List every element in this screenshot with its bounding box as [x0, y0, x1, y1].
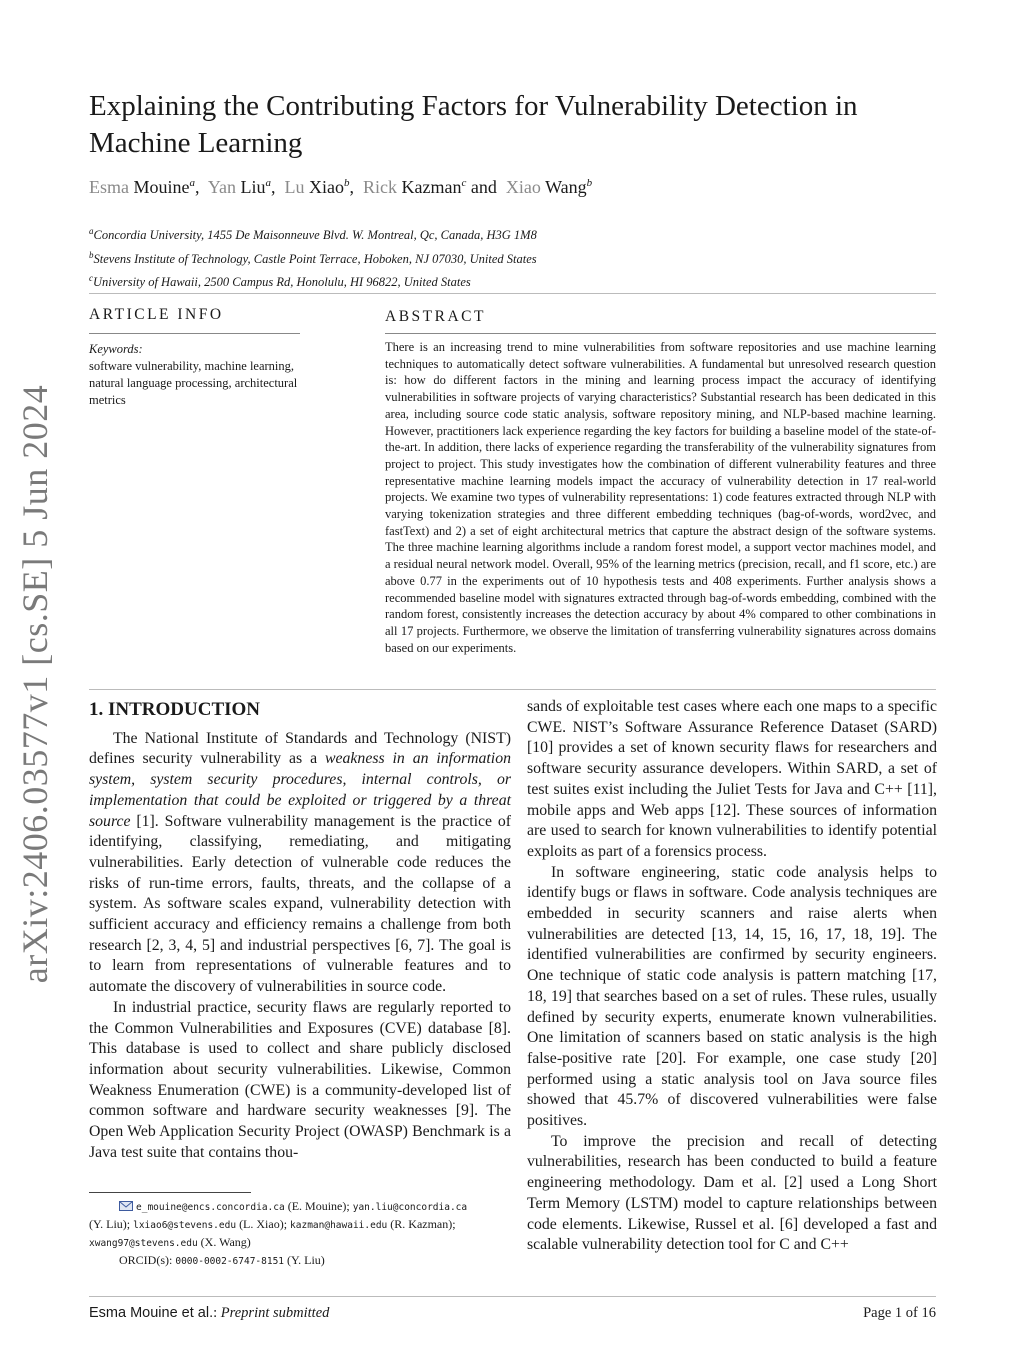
divider — [89, 1296, 936, 1297]
footnotes: e_mouine@encs.concordia.ca (E. Mouine); yan.liu@concordia.ca (Y. Liu); lxiao6@stevens.edu (L. Xiao); kazman@hawaii.edu (R. Kazman); xwang97@stevens.edu (X. Wang) ORCID(s): 0000-0002-6747-8151 (Y. Liu) — [89, 1199, 468, 1267]
divider — [89, 333, 300, 334]
author: Esma Mouine$^a$ — [89, 177, 195, 197]
affiliation: $^b$Stevens Institute of Technology, Castle Point Terrace, Hoboken, NJ 07030, United States — [89, 249, 537, 266]
paper-title: Explaining the Contributing Factors for Vulnerability Detection in Machine Learning — [89, 90, 858, 159]
paragraph: The National Institute of Standards and Technology (NIST) defines security vulnerability as a weakness in an information system, system security procedures, internal controls, or implementation that could be exploited or triggered by a threat source [1]. Software vulnerability management is the practice of identifying, classifying, remediating, and mitigating vulnerabilities. Early detection of vulnerable code reduces the risks of run-time errors, faults, threats, and the collapse of a system. As software scales expand, vulnerability detection with sufficient accuracy and efficiency remains a challenge from both research [2, 3, 4, 5] and industrial perspectives [6, 7]. The goal is to learn from representations of vulnerable features and to automate the discovery of vulnerabilities in source code. — [89, 729, 511, 996]
article-info-heading: ARTICLE INFO — [89, 306, 224, 323]
author: Rick Kazman$^c$ — [363, 177, 467, 197]
author-list: Esma Mouine$^a$, Yan Liu$^a$, Lu Xiao$^b$, Rick Kazman$^c$ and Xiao Wang$^b$ — [89, 177, 593, 197]
body-column-right — [527, 697, 937, 1256]
paragraph: In software engineering, static code analysis helps to identify bugs or flaws in software. Code analysis techniques are embedded in security scanners and raise alerts when vulnerabilities are detected [13, 14, 15, 16, 17, 18, 19]. The identified vulnerabilities are confirmed by security engineers. One technique of static code analysis is pattern matching [17, 18, 19] that searches based on a set of rules. These rules, usually defined by security experts, enumerate known vulnerabilities. One limitation of scanners based on static analysis is the high false-positive rate [20]. For example, one case study [20] performed using a static analysis tool on Java source files showed that 45.7% of discovered vulnerabilities were false positives. — [527, 863, 937, 1130]
email-icon — [119, 1201, 133, 1211]
email-link[interactable]: lxiao6@stevens.edu — [133, 1220, 237, 1231]
keywords-label: Keywords: — [89, 342, 143, 356]
email-link[interactable]: e_mouine@encs.concordia.ca — [136, 1202, 285, 1213]
email-link[interactable]: yan.liu@concordia.ca — [352, 1202, 468, 1213]
divider — [89, 293, 936, 294]
author: Yan Liu$^a$ — [207, 177, 272, 197]
keywords-text: software vulnerability, machine learning, natural language processing, architectural metrics — [89, 359, 298, 407]
affiliation: $^c$University of Hawaii, 2500 Campus Rd, Honolulu, HI 96822, United States — [89, 273, 471, 290]
page-number: Page 1 of 16 — [863, 1305, 936, 1321]
affiliation: $^a$Concordia University, 1455 De Maisonneuve Blvd. W. Montreal, Qc, Canada, H3G 1M8 — [89, 226, 537, 243]
body-column-left — [89, 700, 511, 1163]
abstract-heading: ABSTRACT — [385, 308, 486, 325]
paragraph: To improve the precision and recall of detecting vulnerabilities, research has been conducted to build a feature engineering methodology. Dam et al. [2] used a Long Short Term Memory (LSTM) model to capture relationships between code elements. Likewise, Russel et al. [6] developed a fast and scalable vulnerability detection tool for C and C++ — [527, 1132, 937, 1254]
section-heading: 1. INTRODUCTION — [89, 699, 261, 720]
paragraph: In industrial practice, security flaws are regularly reported to the Common Vulnerabilities and Exposures (CVE) database [8]. This database is used to collect and share publicly disclosed information about security vulnerabilities. Likewise, Common Weakness Enumeration (CWE) is a community-developed list of common software and hardware security weaknesses [9]. The Open Web Application Security Project (OWASP) Benchmark is a Java test suite that contains thou- — [89, 998, 511, 1161]
email-link[interactable]: kazman@hawaii.edu — [290, 1220, 388, 1231]
footer-left: Esma Mouine et al.: Preprint submitted — [89, 1305, 330, 1321]
author: Lu Xiao$^b$ — [284, 177, 350, 197]
keywords-block — [89, 341, 304, 409]
orcid-link[interactable]: 0000-0002-6747-8151 — [175, 1256, 285, 1267]
email-link[interactable]: xwang97@stevens.edu — [89, 1238, 198, 1249]
affiliations — [89, 222, 919, 293]
paragraph: sands of exploitable test cases where each one maps to a specific CWE. NIST’s Software Assurance Reference Dataset (SARD) [10] provides a set of known security flaws for researchers and software security assurance developers. Within SARD, a set of test suites exist including the Juliet Tests for Java and C++ [11], mobile apps and Web apps [12]. These sources of information are used to search for known vulnerabilities to identify potential exploits as part of a forensics process. — [527, 698, 937, 860]
divider — [385, 333, 936, 334]
abstract-text: There is an increasing trend to mine vulnerabilities from software repositories and use machine learning techniques to automatically detect software vulnerabilities. A fundamental but unresolved research question is: how do different factors in the mining and learning process impact the accuracy of identifying vulnerabilities in software projects of varying characteristics? Substantial research has been dedicated in this area, including source code static analysis, software repository mining, and NLP-based machine learning. However, practitioners lack experience regarding the key factors for building a baseline model of the state-of-the-art. In addition, there lacks of experience regarding the transferability of the vulnerability signatures from project to project. This study investigates how the combination of different vulnerability features and three representative machine learning models impact the accuracy of vulnerability detection in 17 real-world projects. We examine two types of vulnerability representations: 1) code features extracted through NLP with varying tokenization strategies and three different embedding techniques (bag-of-words, word2vec, and fastText) and 2) a set of eight architectural metrics that capture the abstract design of the software systems. The three machine learning algorithms include a random forest model, a support vector machines model, and a residual neural network model. Overall, 95% of the learning metrics (precision, recall, and f1 score, etc.) are above 0.77 in the experiments out of 10 hypothesis tests and 408 experiments. Further analysis shows a recommended baseline model with signatures extracted through bag-of-words embedding, combined with the random forest, consistently increases the detection accuracy by about 4% compared to other combinations in all 17 projects. Furthermore, we observe the limitation of transferring vulnerability signatures across domains based on our experiments. — [385, 340, 936, 655]
divider — [89, 689, 936, 690]
arxiv-identifier: arXiv:2406.03577v1 [cs.SE] 5 Jun 2024 — [15, 384, 55, 984]
author: Xiao Wang$^b$ — [505, 177, 593, 197]
footnote-rule — [89, 1192, 251, 1193]
